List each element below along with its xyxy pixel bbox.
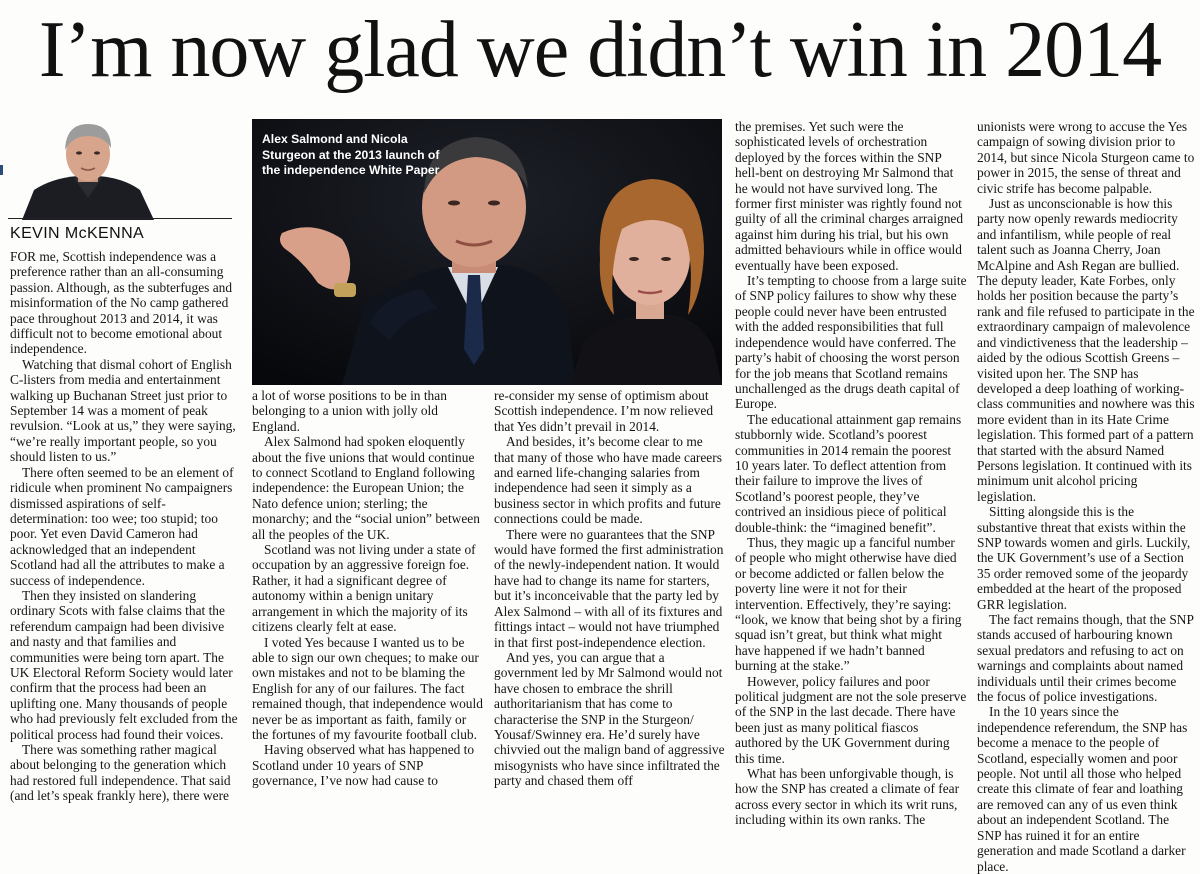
paragraph: re-consider my sense of optimism about Scottish independence. I’m now relieved that Yes didn’t prevail in 2014.: [494, 388, 714, 434]
paragraph: the premises. Yet such were the sophisticated levels of orchestration deployed by the forces within the SNP hell-bent on destroying Mr Salmond that he would not have survived long. The former first minister was rightly found not guilty of all the criminal charges arraigned against him during his trial, but his own admitted behaviours while in office would eventually have been exposed.: [735, 119, 964, 273]
paragraph: Just as unconscionable is how this party now openly rewards mediocrity and infantilism, while people of real talent such as Joanna Cherry, Joan McAlpine and Ash Regan are bullied. The deputy leader, Kate Forbes, only holds her position because the party’s rank and file refused to participate in the extraordinary campaign of malevolence and vindictiveness that the leadership – aided by the odious Scottish Greens – visited upon her. The SNP has developed a deep loathing of working-class communities and nowhere was this more evident than in its Hate Crime legislation. This formed part of a pattern that started with the absurd Named Persons legislation. It continued with its minimum unit alcohol pricing legislation.: [977, 196, 1195, 504]
paragraph: Having observed what has happened to Scotland under 10 years of SNP governance, I’ve now had cause to: [252, 742, 475, 789]
paragraph: FOR me, Scottish independence was a preference rather than an all-consuming passion. Although, as the subterfuges and misinformation of the No camp gathered pace throughout 2013 and 2014, it was difficult not to become emotional about independence.: [10, 249, 233, 357]
paragraph: There often seemed to be an element of ridicule when prominent No campaigners dismissed aspirations of self-determination: too wee; too stupid; too poor. Yet even David Cameron had acknowledged that an independent Scotland had all the attributes to make a success of independence.: [10, 464, 234, 588]
paragraph: Scotland was not living under a state of occupation by an aggressive foreign foe. Rather, it had a significant degree of autonomy within a benign unitary arrangement in which the majority of its citizens clearly felt at ease.: [252, 542, 476, 635]
photo-caption: Alex Salmond and Nicola Sturgeon at the 2013 launch of the independence White Paper: [262, 132, 440, 178]
paragraph: Watching that dismal cohort of English C-listers from media and entertainment walking up Buchanan Street just prior to September 14 was a moment of peak revulsion. “Look at us,” they were saying, “we’re really important people, so you should listen to us.”: [10, 356, 236, 465]
article-column-4: [735, 119, 967, 828]
paragraph: The fact remains though, that the SNP stands accused of harbouring known sexual predators and refusing to act on warnings and complaints about named individuals until their crimes become the focus of police investigations.: [977, 612, 1194, 705]
article-column-1: [10, 249, 242, 804]
paragraph: Then they insisted on slandering ordinary Scots with false claims that the referendum campaign had been divisive and nasty and that families and communities were being torn apart. The UK Electoral Reform Society would later confirm that the process had been an uplifting one. Many thousands of people who had previously felt excluded from the political process had found their voices.: [10, 587, 238, 742]
paragraph: unionists were wrong to accuse the Yes campaign of sowing division prior to 2014, but since Nicola Sturgeon came to power in 2015, the sense of threat and civic strife has become palpable.: [977, 119, 1195, 196]
paragraph: There was something rather magical about belonging to the generation which had restored full independence. That said (and let’s speak frankly here), there were: [10, 742, 231, 804]
paragraph: What has been unforgivable though, is how the SNP has created a climate of fear across every sector in which its writ runs, including within its own ranks. The: [735, 766, 960, 828]
paragraph: Thus, they magic up a fanciful number of people who might otherwise have died or become addicted or fallen below the poverty line were it not for their intervention. Effectively, they’re saying: “look, we know that being shot by a firing squad isn’t great, but think what might have happened if we hadn’t banned burning at the stake.”: [735, 534, 962, 674]
paragraph: The educational attainment gap remains stubbornly wide. Scotland’s poorest communities in 2014 remain the poorest 10 years later. To deflect attention from their failure to improve the lives of Scotland’s poorest people, they’ve contrived an insidious piece of political double-think: the “imagined benefit”.: [735, 411, 962, 535]
paragraph: In the 10 years since the independence referendum, the SNP has become a menace to the people of Scotland, especially women and poor people. Not until all those who helped create this climate of fear and loathing are removed can any of us even think about an independent Scotland. The SNP has ruined it for an entire generation and made Scotland a darker place.: [977, 704, 1188, 874]
paragraph: It’s tempting to choose from a large suite of SNP policy failures to show why these people could never have been entrusted with the added responsibilities that full independence would have conferred. The party’s habit of choosing the worst person for the job means that Scotland remains unchallenged as the drugs death capital of Europe.: [735, 273, 967, 412]
byline: KEVIN McKENNA: [10, 225, 145, 242]
paragraph: Alex Salmond had spoken eloquently about the five unions that would continue to connect Scotland to England following independence: the European Union; the Nato defence union; sterling; the monarchy; and the “social union” between all the peoples of the UK.: [252, 434, 480, 542]
headline: I’m now glad we didn’t win in 2014: [38, 6, 1162, 94]
paragraph: Sitting alongside this is the substantive threat that exists within the SNP towards women and girls. Luckily, the UK Government’s use of a Section 35 order removed some of the jeopardy embedded at the heart of the proposed GRR legislation.: [977, 504, 1191, 612]
author-photo: [12, 118, 248, 220]
paragraph: However, policy failures and poor political judgment are not the sole preserve of the SNP in the last decade. There have been just as many political fiascos authored by the UK Government during this time.: [735, 673, 967, 766]
paragraph: There were no guarantees that the SNP would have formed the first administration of the newly-independent nation. It would have had to change its name for starters, but it’s inconceivable that the party led by Alex Salmond – with all of its fixtures and fittings intact – would not have triumphed in that first post-independence election.: [494, 526, 724, 650]
paragraph: And besides, it’s become clear to me that many of those who have made careers and earned life-changing salaries from independence had seen it simply as a business sector in which profits and future connections could be made.: [494, 434, 722, 527]
byline-rule: [8, 218, 232, 219]
paragraph: I voted Yes because I wanted us to be able to sign our own cheques; to make our own mistakes and not to be blaming the English for any of our failures. The fact remained though, that independence would never be as important as faith, family or the fortunes of my favourite football club.: [252, 634, 483, 742]
article-column-2: [252, 388, 484, 789]
paragraph: a lot of worse positions to be in than belonging to a union with jolly old England.: [252, 388, 447, 434]
page-edge-marker: [0, 165, 3, 175]
article-column-3: [494, 388, 726, 789]
article-column-5: [977, 119, 1195, 874]
paragraph: And yes, you can argue that a government led by Mr Salmond would not have chosen to embrace the shrill authoritarianism that has come to characterise the SNP in the Sturgeon/ Yousaf/Swinney era. He’d surely have chivvied out the malign band of aggressive misogynists who have since infiltrated the party and chased them off: [494, 649, 725, 789]
